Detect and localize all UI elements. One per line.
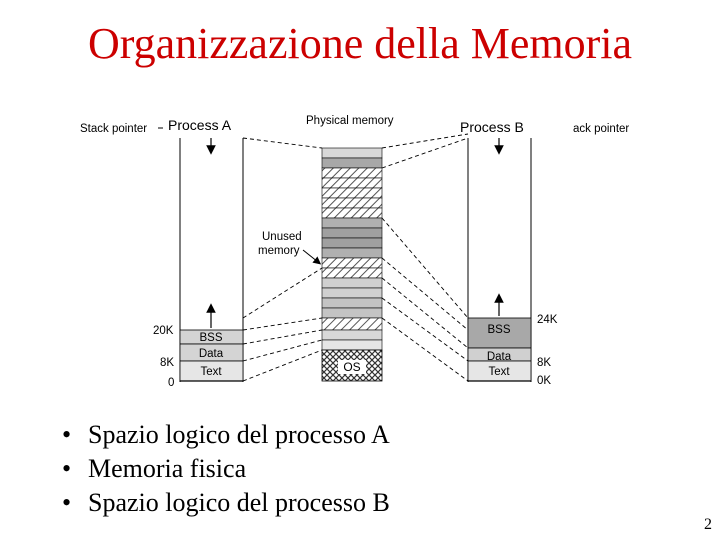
process-a-addr-20k: 20K xyxy=(153,325,174,337)
bullet-process-b: • Spazio logico del processo B xyxy=(62,486,390,520)
process-a-text-label: Text xyxy=(200,366,222,378)
process-a-addr-0: 0 xyxy=(168,377,175,389)
process-b-addr-0k: 0K xyxy=(537,375,552,387)
physical-memory-label: Physical memory xyxy=(306,115,394,127)
unused-memory-arrow xyxy=(303,250,318,262)
process-b-addr-24k: 24K xyxy=(537,314,558,326)
page-number: 2 xyxy=(704,516,712,533)
process-b-addr-8k: 8K xyxy=(537,357,552,369)
os-label: OS xyxy=(343,360,361,374)
process-b-column xyxy=(468,138,531,382)
bullet-process-a: • Spazio logico del processo A xyxy=(62,418,390,452)
physical-memory-column xyxy=(322,148,382,381)
process-b-bss-label: BSS xyxy=(487,324,511,336)
process-b-text-label: Text xyxy=(488,366,510,378)
process-a-data-label: Data xyxy=(198,348,224,360)
process-a-label: Process A xyxy=(168,117,232,133)
bullet-list xyxy=(62,418,390,520)
process-b-stack-pointer-label: ack pointer xyxy=(573,123,630,135)
process-b-label: Process B xyxy=(460,119,524,135)
unused-memory-label: Unused memory xyxy=(258,231,302,257)
process-a-addr-8k: 8K xyxy=(160,357,175,369)
slide-title: Organizzazione della Memoria xyxy=(87,19,633,68)
unused-memory-block xyxy=(322,228,382,238)
process-a-stack-pointer-label: Stack pointer xyxy=(80,123,148,135)
bullet-physical-memory: • Memoria fisica xyxy=(62,452,390,486)
process-b-data-label: Data xyxy=(486,351,512,363)
process-a-bss-label: BSS xyxy=(199,332,223,344)
